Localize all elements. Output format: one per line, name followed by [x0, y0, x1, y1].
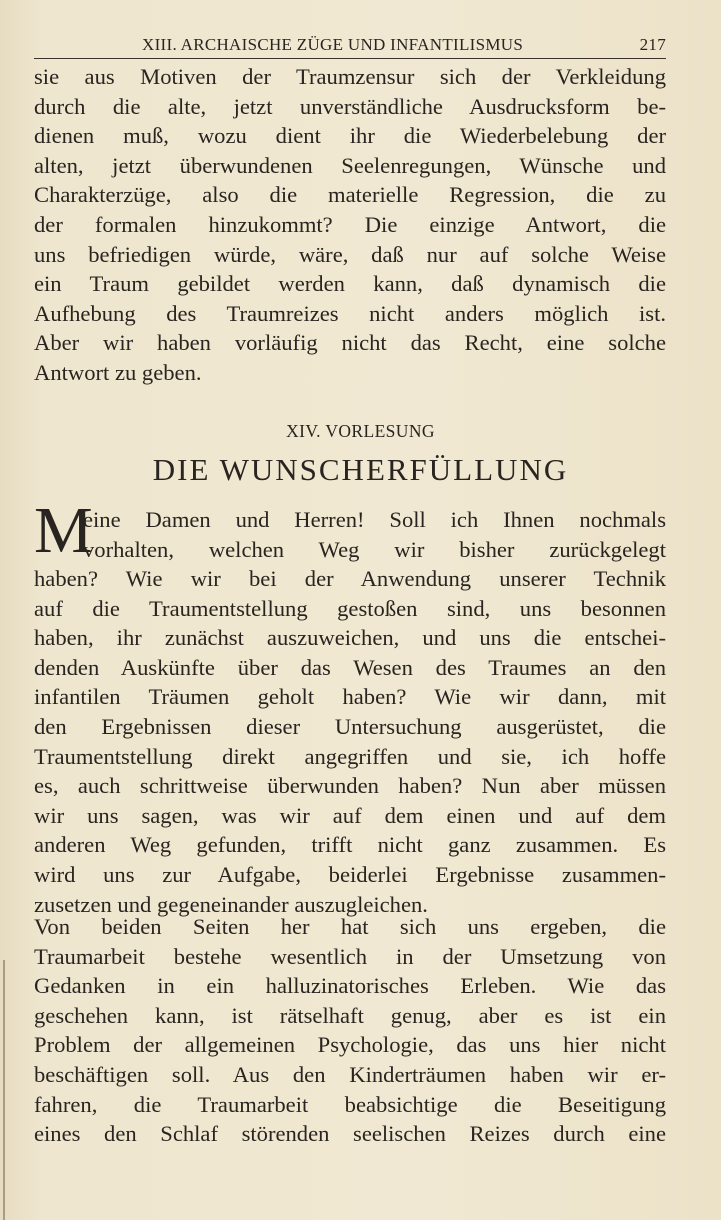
text-line: auf die Traumentstellung gestoßen sind, uns besonnen: [34, 595, 666, 621]
text-line: Gedanken in ein halluzinatorisches Erleben. Wie das: [34, 973, 666, 999]
paragraph-2: [34, 912, 666, 1149]
text-line: wird uns zur Aufgabe, beiderlei Ergebnisse zusammen-: [34, 861, 666, 887]
text-line: Antwort zu geben.: [34, 359, 202, 385]
text-line: zusetzen und gegeneinander auszugleichen.: [34, 891, 428, 917]
text-line: Von beiden Seiten her hat sich uns ergeben, die: [34, 914, 666, 939]
chapter-title: DIE WUNSCHERFÜLLUNG: [152, 452, 569, 487]
text-line: beschäftigen soll. Aus den Kinderträumen haben wir er-: [34, 1061, 666, 1087]
running-title: XIII. ARCHAISCHE ZÜGE UND INFANTILISMUS: [142, 35, 524, 54]
text-line: Traumentstellung direkt angegriffen und sie, ich hoffe: [34, 743, 666, 769]
text-line: Aber wir haben vorläufig nicht das Recht, eine solche: [34, 330, 666, 356]
text-line: uns befriedigen würde, wäre, daß nur auf solche Weise: [34, 241, 666, 267]
paragraph-1: [34, 564, 666, 919]
text-line: geschehen kann, ist rätselhaft genug, aber es ist ein: [34, 1002, 666, 1028]
running-header: [34, 32, 666, 59]
text-line: Traumarbeit bestehe wesentlich in der Umsetzung von: [34, 943, 666, 969]
text-line: vorhalten, welchen Weg wir bisher zurückgelegt: [83, 536, 666, 562]
text-line: anderen Weg gefunden, trifft nicht ganz zusammen. Es: [34, 832, 666, 858]
text-line: den Ergebnissen dieser Untersuchung ausgerüstet, die: [34, 713, 666, 739]
text-line: Charakterzüge, also die materielle Regression, die zu: [34, 182, 666, 208]
text-line: Problem der allgemeinen Psychologie, das uns hier nicht: [34, 1032, 666, 1058]
opening-lines: [83, 505, 666, 564]
page-edge-line: [3, 960, 5, 1220]
text-line: denden Auskünfte über das Wesen des Traumes an den: [34, 654, 666, 680]
text-line: durch die alte, jetzt unverständliche Ausdrucksform be-: [34, 93, 666, 119]
text-line: infantilen Träumen geholt haben? Wie wir dann, mit: [34, 684, 666, 710]
text-line: haben, ihr zunächst auszuweichen, und uns die entschei-: [34, 625, 666, 651]
text-line: dienen muß, wozu dient ihr die Wiederbelebung der: [34, 123, 666, 149]
text-line: fahren, die Traumarbeit beabsichtige die Beseitigung: [34, 1091, 666, 1117]
text-line: es, auch schrittweise überwunden haben? Nun aber müssen: [34, 773, 666, 799]
text-line: der formalen hinzukommt? Die einzige Antwort, die: [34, 211, 666, 237]
page-number: 217: [639, 35, 666, 54]
text-line: alten, jetzt überwundenen Seelenregungen, Wünsche und: [34, 152, 666, 178]
text-line: wir uns sagen, was wir auf dem einen und auf dem: [34, 802, 666, 828]
drop-cap: M: [34, 494, 93, 567]
lecture-label: XIV. VORLESUNG: [286, 421, 435, 441]
text-line: Aufhebung des Traumreizes nicht anders möglich ist.: [34, 300, 666, 326]
text-line: sie aus Motiven der Traumzensur sich der Verkleidung: [34, 64, 666, 89]
text-line: eines den Schlaf störenden seelischen Reizes durch eine: [34, 1121, 666, 1147]
text-line: haben? Wie wir bei der Anwendung unserer Technik: [34, 566, 666, 591]
text-line: eine Damen und Herren! Soll ich Ihnen nochmals: [83, 507, 666, 532]
text-line: ein Traum gebildet werden kann, daß dynamisch die: [34, 271, 666, 297]
top-paragraph: [34, 62, 666, 388]
